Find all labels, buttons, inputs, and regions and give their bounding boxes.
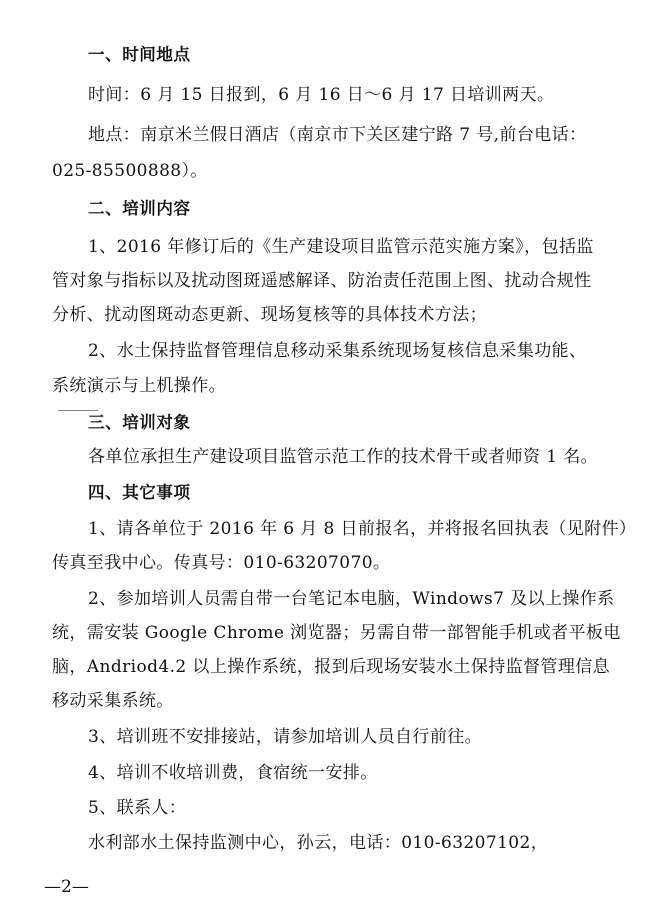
paragraph-line: 地点：南京米兰假日酒店（南京市下关区建宁路 7 号,前台电话： [88,125,587,145]
paragraph-line: 2、参加培训人员需自带一台笔记本电脑，Windows7 及以上操作系 [88,589,615,609]
paragraph-line: 水利部水土保持监测中心，孙云，电话：010-63207102， [88,833,549,853]
paragraph-line: 管对象与指标以及扰动图斑遥感解译、防治责任范围上图、扰动合规性 [52,271,592,291]
paragraph-line: 025-85500888）。 [52,161,208,181]
paragraph-line: 5、联系人： [88,798,187,818]
paragraph-line: 传真至我中心。传真号：010-63207070。 [52,553,391,573]
section-heading-time-location: 一、时间地点 [88,45,191,64]
paragraph-line: 统，需安装 Google Chrome 浏览器；另需自带一部智能手机或者平板电 [52,623,621,643]
paragraph-line: 时间：6 月 15 日报到，6 月 16 日～6 月 17 日培训两天。 [88,85,555,105]
paragraph-line: 3、培训班不安排接站，请参加培训人员自行前往。 [88,727,483,747]
paragraph-line: 各单位承担生产建设项目监管示范工作的技术骨干或者师资 1 名。 [88,447,599,467]
paragraph-line: 移动采集系统。 [52,691,174,711]
paragraph-line: 分析、扰动图斑动态更新、现场复核等的具体技术方法； [52,305,487,325]
paragraph-line: 脑，Andriod4.2 以上操作系统，报到后现场安装水土保持监督管理信息 [52,657,611,677]
paragraph-line: 1、2016 年修订后的《生产建设项目监管示范实施方案》，包括监 [88,237,594,257]
section-heading-other-matters: 四、其它事项 [88,483,191,502]
paragraph-line: 4、培训不收培训费，食宿统一安排。 [88,763,378,783]
page-number: —2— [44,877,89,897]
divider-mark [58,410,98,411]
section-heading-training-content: 二、培训内容 [88,199,191,218]
paragraph-line: 1、请各单位于 2016 年 6 月 8 日前报名，并将报名回执表（见附件） [88,519,637,539]
paragraph-line: 系统演示与上机操作。 [52,376,226,396]
paragraph-line: 2、水土保持监督管理信息移动采集系统现场复核信息采集功能、 [88,341,587,361]
section-heading-trainees: 三、培训对象 [88,413,191,432]
